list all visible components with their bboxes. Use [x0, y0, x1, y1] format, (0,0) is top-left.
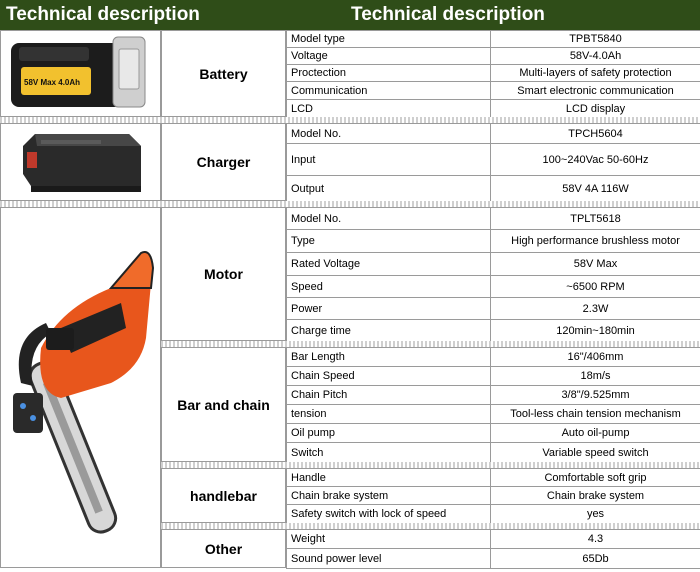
spec-value: 58V Max	[491, 253, 700, 276]
spec-label: Model No.	[287, 124, 491, 144]
table-row	[287, 100, 700, 118]
spec-label: Power	[287, 298, 491, 320]
table-row	[287, 48, 700, 65]
spec-value: Multi-layers of safety protection	[491, 65, 700, 82]
spec-label: Chain brake system	[287, 487, 491, 505]
table-row	[287, 549, 700, 569]
table-row	[287, 386, 700, 405]
spec-value: TPBT5840	[491, 31, 700, 48]
table-row	[287, 82, 700, 100]
spec-label: Handle	[287, 469, 491, 487]
table-row	[287, 505, 700, 524]
category-other: Other	[161, 529, 286, 568]
table-row	[287, 230, 700, 253]
spec-value: 120min~180min	[491, 320, 700, 342]
table-row	[287, 253, 700, 276]
category-handlebar: handlebar	[161, 468, 286, 523]
table-row	[287, 443, 700, 463]
charger-image-cell	[0, 123, 161, 201]
table-row	[287, 208, 700, 230]
right-header-title: Technical description	[351, 4, 545, 26]
battery-image-cell	[0, 30, 161, 117]
spec-value: Comfortable soft grip	[491, 469, 700, 487]
category-charger: Charger	[161, 123, 286, 201]
spec-label: Chain Speed	[287, 367, 491, 386]
spec-label: Safety switch with lock of speed	[287, 505, 491, 524]
table-row	[287, 348, 700, 367]
category-bar-and-chain: Bar and chain	[161, 347, 286, 462]
spec-label: Weight	[287, 530, 491, 549]
table-row	[287, 144, 700, 176]
table-row	[287, 424, 700, 443]
spec-label: Input	[287, 144, 491, 176]
motor-spec-table	[286, 207, 700, 342]
table-row	[287, 298, 700, 320]
spec-label: LCD	[287, 100, 491, 118]
charger-spec-table	[286, 123, 700, 202]
header-bar	[0, 0, 700, 30]
category-motor: Motor	[161, 207, 286, 341]
table-row	[287, 530, 700, 549]
spec-value: 3/8"/9.525mm	[491, 386, 700, 405]
spec-value: 16"/406mm	[491, 348, 700, 367]
spec-value: 4.3	[491, 530, 700, 549]
table-row	[287, 124, 700, 144]
spec-label: Chain Pitch	[287, 386, 491, 405]
spec-value: LCD display	[491, 100, 700, 118]
charger-image	[1, 124, 160, 200]
spec-label: tension	[287, 405, 491, 424]
table-row	[287, 487, 700, 505]
table-row	[287, 320, 700, 342]
spec-label: Proctection	[287, 65, 491, 82]
spec-label: Sound power level	[287, 549, 491, 569]
battery-label: 58V Max 4.0Ah	[24, 78, 80, 87]
spec-label: Model No.	[287, 208, 491, 230]
table-row	[287, 276, 700, 298]
spec-label: Switch	[287, 443, 491, 463]
spec-label: Voltage	[287, 48, 491, 65]
spec-value: 58V 4A 116W	[491, 176, 700, 202]
chainsaw-image-cell	[0, 207, 161, 568]
spec-label: Bar Length	[287, 348, 491, 367]
spec-value: Variable speed switch	[491, 443, 700, 463]
spec-value: Tool-less chain tension mechanism	[491, 405, 700, 424]
category-battery: Battery	[161, 30, 286, 117]
spec-label: Communication	[287, 82, 491, 100]
spec-label: Model type	[287, 31, 491, 48]
spec-value: ~6500 RPM	[491, 276, 700, 298]
spec-value: 2.3W	[491, 298, 700, 320]
spec-value: 58V-4.0Ah	[491, 48, 700, 65]
spec-value: 18m/s	[491, 367, 700, 386]
spec-value: Chain brake system	[491, 487, 700, 505]
table-row	[287, 469, 700, 487]
other-spec-table	[286, 529, 700, 569]
spec-label: Speed	[287, 276, 491, 298]
spec-value: 65Db	[491, 549, 700, 569]
chainsaw-image	[1, 208, 160, 567]
table-row	[287, 65, 700, 82]
battery-image	[1, 31, 160, 116]
table-row	[287, 405, 700, 424]
table-row	[287, 31, 700, 48]
spec-value: TPLT5618	[491, 208, 700, 230]
spec-value: Smart electronic communication	[491, 82, 700, 100]
spec-value: TPCH5604	[491, 124, 700, 144]
handlebar-spec-table	[286, 468, 700, 524]
spec-label: Charge time	[287, 320, 491, 342]
spec-label: Type	[287, 230, 491, 253]
spec-value: Auto oil-pump	[491, 424, 700, 443]
left-header-title: Technical description	[6, 4, 200, 26]
spec-value: 100~240Vac 50-60Hz	[491, 144, 700, 176]
spec-label: Oil pump	[287, 424, 491, 443]
spec-label: Rated Voltage	[287, 253, 491, 276]
spec-value: yes	[491, 505, 700, 524]
bar-and-chain-spec-table	[286, 347, 700, 463]
spec-label: Output	[287, 176, 491, 202]
table-row	[287, 176, 700, 202]
table-row	[287, 367, 700, 386]
battery-spec-table	[286, 30, 700, 118]
spec-value: High performance brushless motor	[491, 230, 700, 253]
